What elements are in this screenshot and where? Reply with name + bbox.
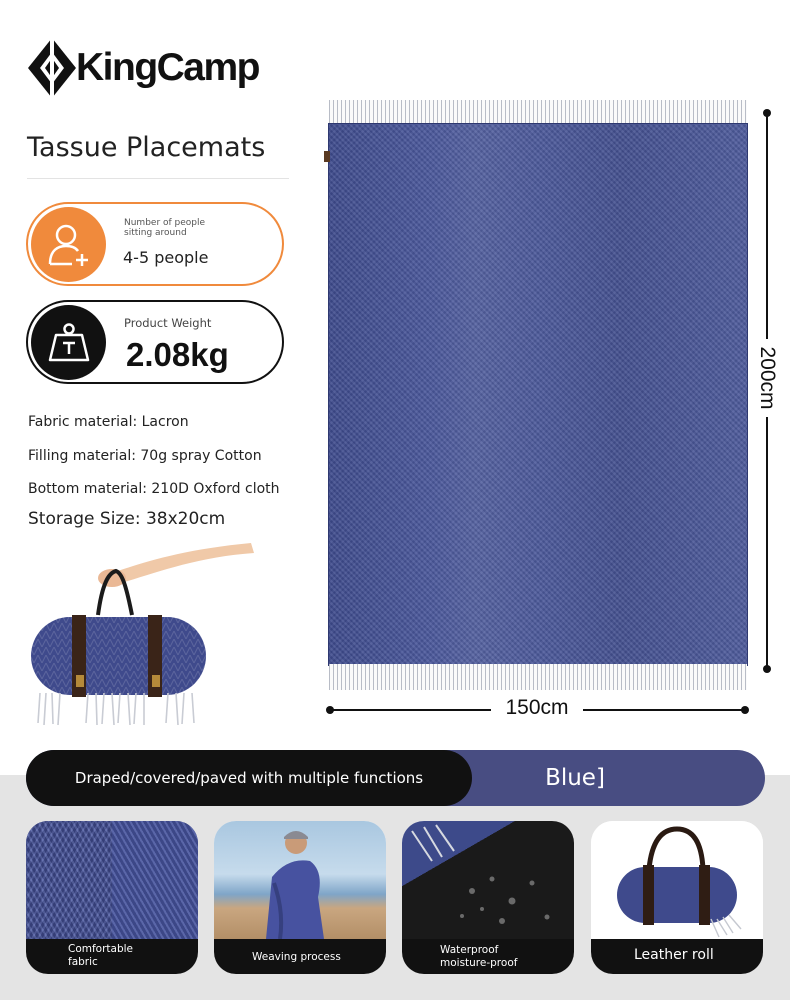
spec-filling: Filling material: 70g spray Cotton [28, 448, 262, 464]
people-label: Number of people sitting around [124, 218, 206, 238]
weight-label: Product Weight [124, 316, 212, 330]
feature-caption-line1: Weaving process [252, 951, 341, 963]
dimension-dot [326, 706, 334, 714]
rolled-blanket-with-strap-image [591, 821, 763, 939]
spec-storage-size: Storage Size: 38x20cm [28, 509, 226, 529]
rolled-blanket-image [26, 535, 256, 730]
spec-bottom: Bottom material: 210D Oxford cloth [28, 481, 280, 497]
function-banner-text: Draped/covered/paved with multiple functions [74, 769, 424, 787]
spec-fabric: Fabric material: Lacron [28, 414, 189, 430]
feature-caption-line1: Waterproof [440, 944, 499, 956]
feature-caption [26, 939, 198, 974]
feature-caption-line2: fabric [68, 956, 98, 968]
person-plus-icon [31, 207, 106, 282]
divider [27, 178, 289, 179]
height-label-box [750, 339, 784, 417]
product-title: Tassue Placemats [27, 132, 266, 163]
feature-caption-line1: Leather roll [634, 947, 714, 963]
color-label: Blue] [545, 765, 605, 791]
weight-value: 2.08kg [126, 336, 229, 373]
height-label: 200cm [756, 346, 779, 410]
function-banner [26, 750, 472, 806]
dimension-dot [763, 665, 771, 673]
kingcamp-diamond-logo-icon [26, 36, 78, 100]
brand-name: KingCamp [76, 46, 259, 89]
dimension-dot [741, 706, 749, 714]
blanket-fringe-top [329, 100, 747, 126]
feature-card-leather-roll [591, 821, 763, 974]
blanket-tag [324, 151, 330, 162]
feature-card-weaving [214, 821, 386, 974]
blanket-image [329, 124, 747, 665]
dimension-dot [763, 109, 771, 117]
brand-logo [26, 36, 259, 100]
weight-badge [26, 300, 284, 384]
feature-caption [214, 939, 386, 974]
weight-icon [31, 305, 106, 380]
people-value: 4-5 people [123, 248, 209, 267]
water-droplets-image [402, 821, 574, 939]
feature-caption-line2: moisture-proof [440, 957, 518, 969]
feature-caption [591, 939, 763, 974]
person-with-blanket-image [214, 821, 386, 939]
feature-card-fabric [26, 821, 198, 974]
people-capacity-badge [26, 202, 284, 286]
feature-card-waterproof [402, 821, 574, 974]
blanket-fringe-bottom [329, 664, 747, 690]
width-label: 150cm [491, 696, 583, 720]
feature-caption [402, 939, 574, 974]
feature-caption-line1: Comfortable [68, 943, 134, 955]
